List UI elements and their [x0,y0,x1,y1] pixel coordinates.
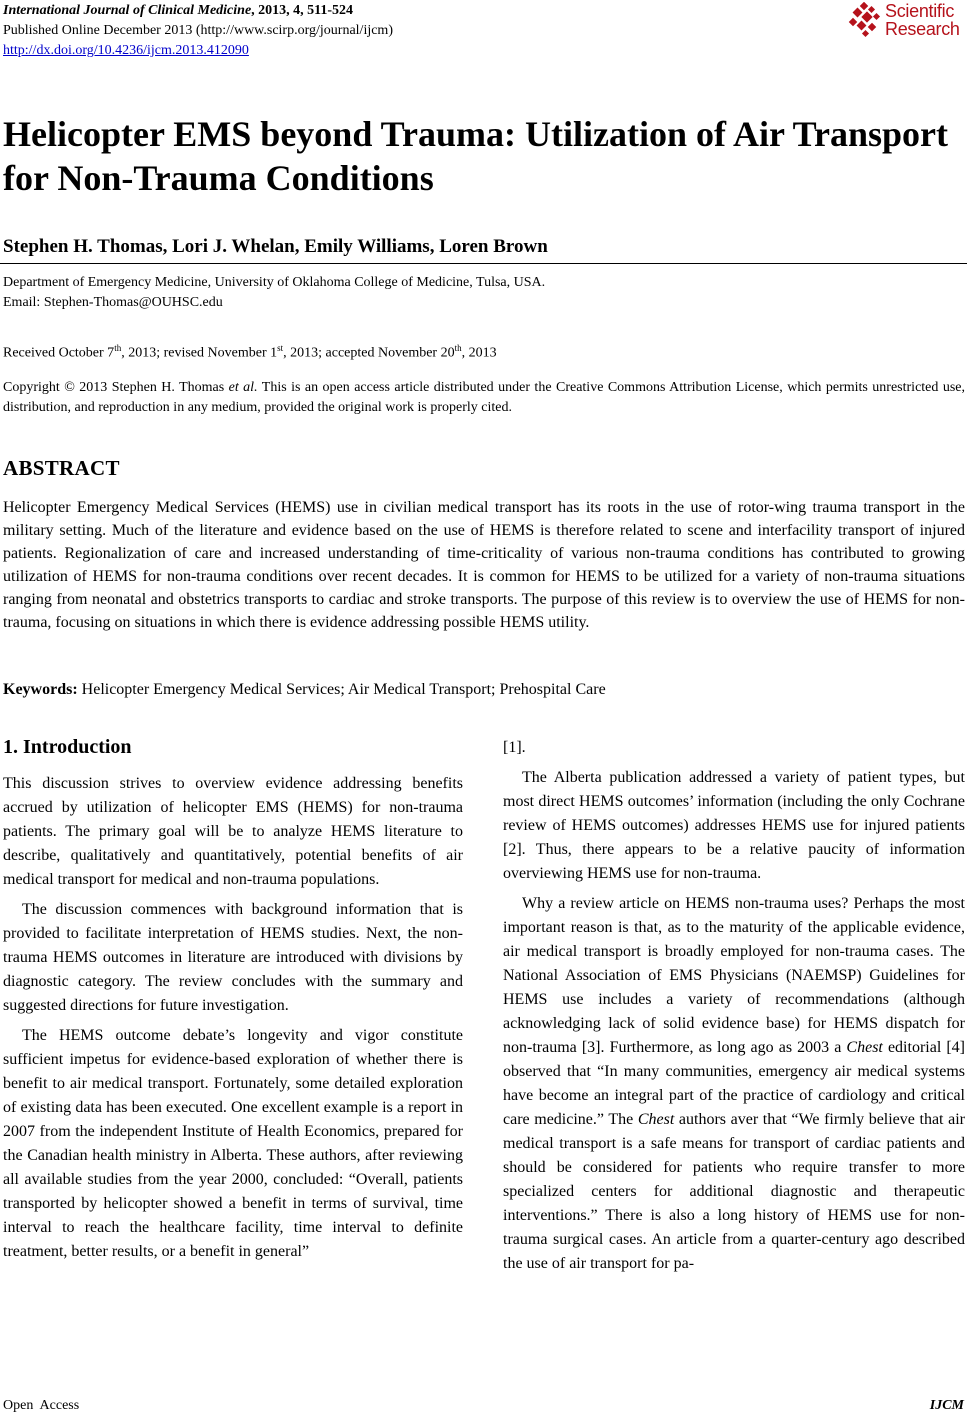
article-title: Helicopter EMS beyond Trauma: Utilization of Air Transport for Non-Trauma Conditions [3,114,948,198]
article-dates [3,338,497,364]
p5-text-c: authors aver that “We firmly believe that air medical transport is a safe means for transport of cardiac patients and should be considered for patients who require transfer to more specialized centers for additional diagnostic and therapeutic interventions.” There is also a long history of HEMS use for non-trauma surgical cases. An article from a quarter-century ago described the use of air transport for pa- [503,1111,965,1272]
revised-suffix: st [277,343,284,353]
logo-line-2: Research [885,19,960,39]
keywords-text: Helicopter Emergency Medical Services; Air Medical Transport; Prehospital Care [77,681,606,698]
publication-info: Published Online December 2013 (http://www.scirp.org/journal/ijcm) [3,23,393,38]
p5-text-b: editorial [4] observed that “In many communities, emergency air medical systems have become an integral part of the practice of cardiology and critical care medicine.” The [503,1039,966,1128]
keywords-label: Keywords: [3,681,78,698]
intro-paragraph-3: The HEMS outcome debate’s longevity and vigor constitute sufficient impetus for evidence-based exploration of whether there is benefit to air medical transport. Fortunately, some detailed exploration of existing data has been executed. One excellent example is a report in 2007 from the independent Institute of Health Economics, prepared for the Canadian health ministry in Alberta. These authors, after reviewing all available studies from the year 2000, concluded: “Overall, patients transported by helicopter showed a benefit in terms of survival, time interval to reach the healthcare facility, time interval to definite treatment, better results, or a benefit in general” [3,1027,463,1260]
received-date: Received October 7 [3,345,115,361]
accepted-suffix: th [454,343,462,353]
scientific-research-logo-icon [847,2,887,40]
abstract-heading: ABSTRACT [3,456,120,480]
footer-open-access: Open Access [3,1398,80,1413]
title-divider [0,263,967,264]
right-column [503,736,965,1276]
accepted-year: , 2013 [461,345,497,361]
copyright-etal: et al. [228,380,258,395]
abstract-text: Helicopter Emergency Medical Services (HEMS) use in civilian medical transport has its roots in the use of rotor-wing trauma transport in the military setting. Much of the literature and evidence based on the use of HEMS is therefore related to scene and interfacility transport of injured patients. Regionalization of care and increased understanding of time-criticality of various non-trauma conditions has contributed to growing utilization of HEMS for non-trauma conditions over recent decades. It is common for HEMS to be utilized for a variety of non-trauma situations ranging from neonatal and obstetrics transports to cardiac and stroke transports. The purpose of this review is to overview the use of HEMS for non-trauma, focusing on situations in which there is evidence addressing possible HEMS utility. [3,499,965,631]
keywords [3,678,606,701]
journal-name: International Journal of Clinical Medicine [3,3,252,18]
accepted-date: , 2013; accepted November 20 [283,345,455,361]
intro-paragraph-4: The Alberta publication addressed a variety of patient types, but most direct HEMS outcomes’ information (including the only Cochrane review of HEMS outcomes) addresses HEMS use for injured patients [2]. Thus, there appears to be a relative paucity of information overviewing HEMS use for non-trauma. [503,769,965,882]
intro-paragraph-2: The discussion commences with background information that is provided to facilitate interpretation of HEMS studies. Next, the non-trauma HEMS outcomes in literature are introduced with divisions by diagnostic category. The review concludes with the summary and suggested directions for future investigation. [3,901,463,1014]
left-column [3,772,463,1264]
author-email: Email: Stephen-Thomas@OUHSC.edu [3,295,223,310]
intro-paragraph-1: This discussion strives to overview evidence addressing benefits accrued by utilization of helicopter EMS (HEMS) for non-trauma patients. The primary goal will be to analyze HEMS literature to describe, qualitatively and quantitatively, potential benefits of air medical transport for medical and non-trauma populations. [3,775,463,888]
p5-text-a: Why a review article on HEMS non-trauma uses? Perhaps the most important reason is that, as to the maturity of the applicable evidence, air medical transport is broadly employed for non-trauma cases. The National Association of EMS Physicians (NAEMSP) Guidelines for HEMS use includes a variety of recommendations (although acknowledging lack of solid evidence base) for HEMS dispatch for non-trauma [3]. Furthermore, as long ago as 2003 a [503,895,965,1056]
chest-journal-ref-1: Chest [846,1039,883,1056]
doi-link[interactable]: http://dx.doi.org/10.4236/ijcm.2013.412090 [3,43,249,58]
intro-paragraph-5 [503,892,965,1276]
continuation-text: [1]. [503,739,526,756]
copyright-suffix: This is an open access article distributed under the Creative Commons Attribution License, which permits unrestricted use, distribution, and reproduction in any medium, provided the original work is properly cited. [3,380,965,415]
section-heading: 1. Introduction [3,736,132,758]
copyright-prefix: Copyright © 2013 Stephen H. Thomas [3,380,229,395]
received-suffix: th [114,343,122,353]
logo-wordmark [885,2,960,38]
logo-line-1: Scientific [885,1,955,21]
journal-volume: , 2013, 4, 511-524 [251,3,354,18]
chest-journal-ref-2: Chest [637,1111,675,1128]
affiliation: Department of Emergency Medicine, University of Oklahoma College of Medicine, Tulsa, USA. [3,275,546,290]
copyright-notice [3,378,965,418]
journal-citation [3,2,353,19]
footer-journal-abbrev: IJCM [929,1398,964,1413]
publisher-logo [847,2,965,42]
author-list: Stephen H. Thomas, Lori J. Whelan, Emily Williams, Loren Brown [3,236,548,257]
revised-date: , 2013; revised November 1 [121,345,278,361]
